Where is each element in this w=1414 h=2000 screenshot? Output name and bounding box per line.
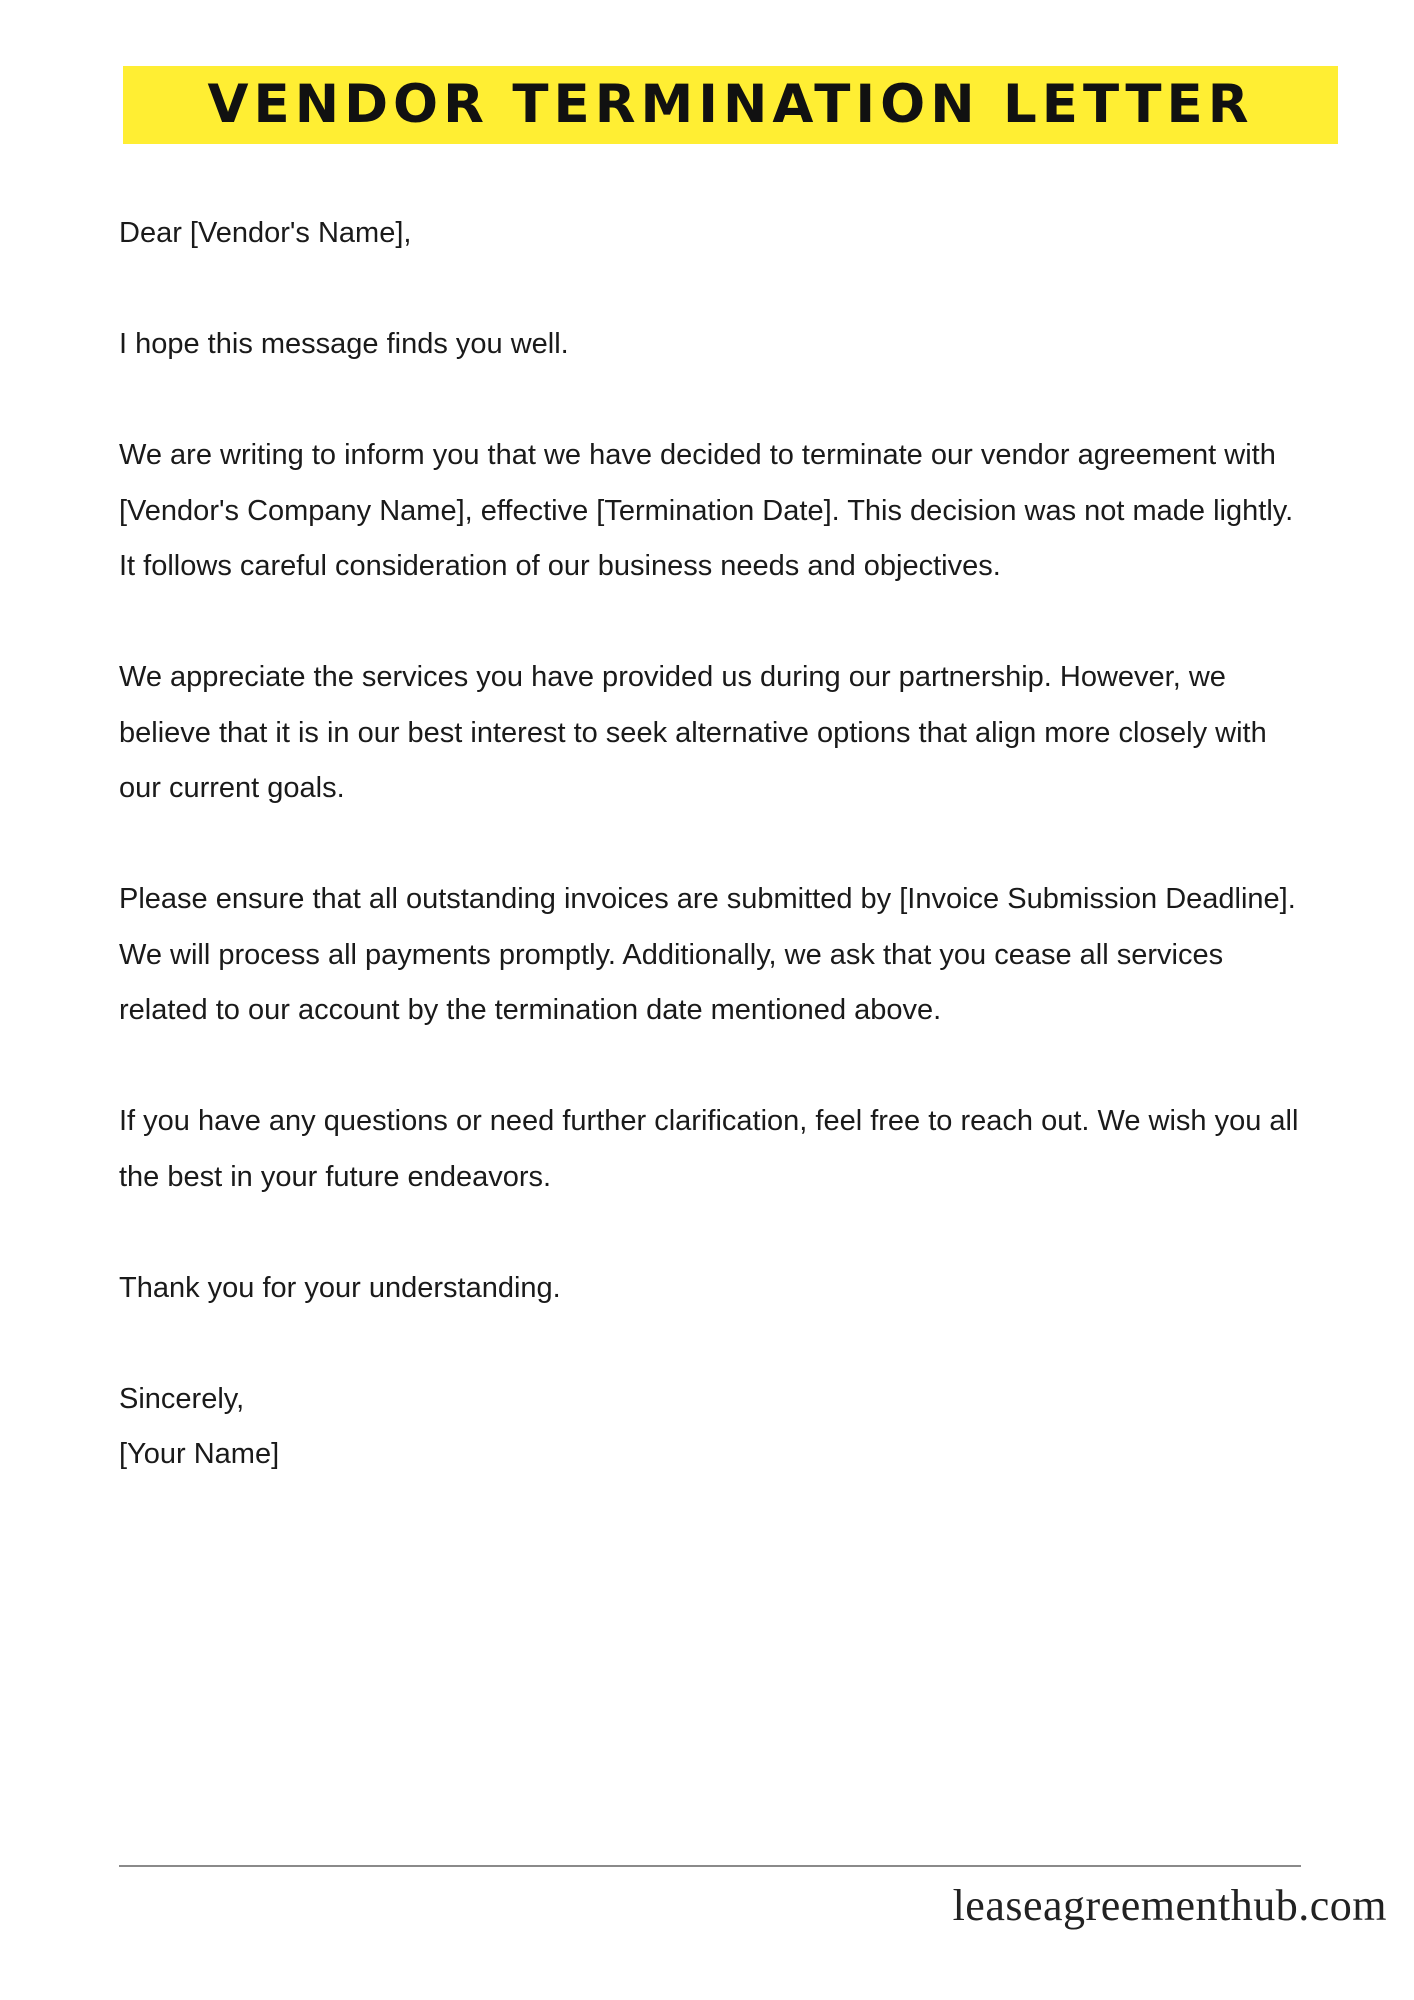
paragraph-invoices: Please ensure that all outstanding invoices are submitted by [Invoice Submission Deadline]. We will process all payments promptly. Additionally, we ask that you cease all services related to our account by the termination date mentioned above.	[119, 883, 1296, 1026]
signature: [Your Name]	[119, 1438, 280, 1470]
salutation: Dear [Vendor's Name],	[119, 217, 412, 249]
footer-divider	[119, 1865, 1301, 1867]
letter-body	[119, 206, 1309, 1483]
closing-block	[119, 1372, 1309, 1483]
greeting: I hope this message finds you well.	[119, 328, 569, 360]
paragraph-questions: If you have any questions or need further clarification, feel free to reach out. We wish you all the best in your future endeavors.	[119, 1105, 1299, 1193]
paragraph-appreciation: We appreciate the services you have provided us during our partnership. However, we believe that it is in our best interest to seek alternative options that align more closely with our current goals.	[119, 661, 1267, 804]
paragraph-termination-notice: We are writing to inform you that we have decided to terminate our vendor agreement with [Vendor's Company Name], effective [Termination Date]. This decision was not made lightly. It follows careful consideration of our business needs and objectives.	[119, 439, 1294, 582]
footer-brand: leaseagreementhub.com	[952, 1881, 1387, 1930]
thanks-line: Thank you for your understanding.	[119, 1271, 561, 1304]
closing: Sincerely,	[119, 1382, 245, 1415]
page-title: VENDOR TERMINATION LETTER	[207, 74, 1254, 135]
